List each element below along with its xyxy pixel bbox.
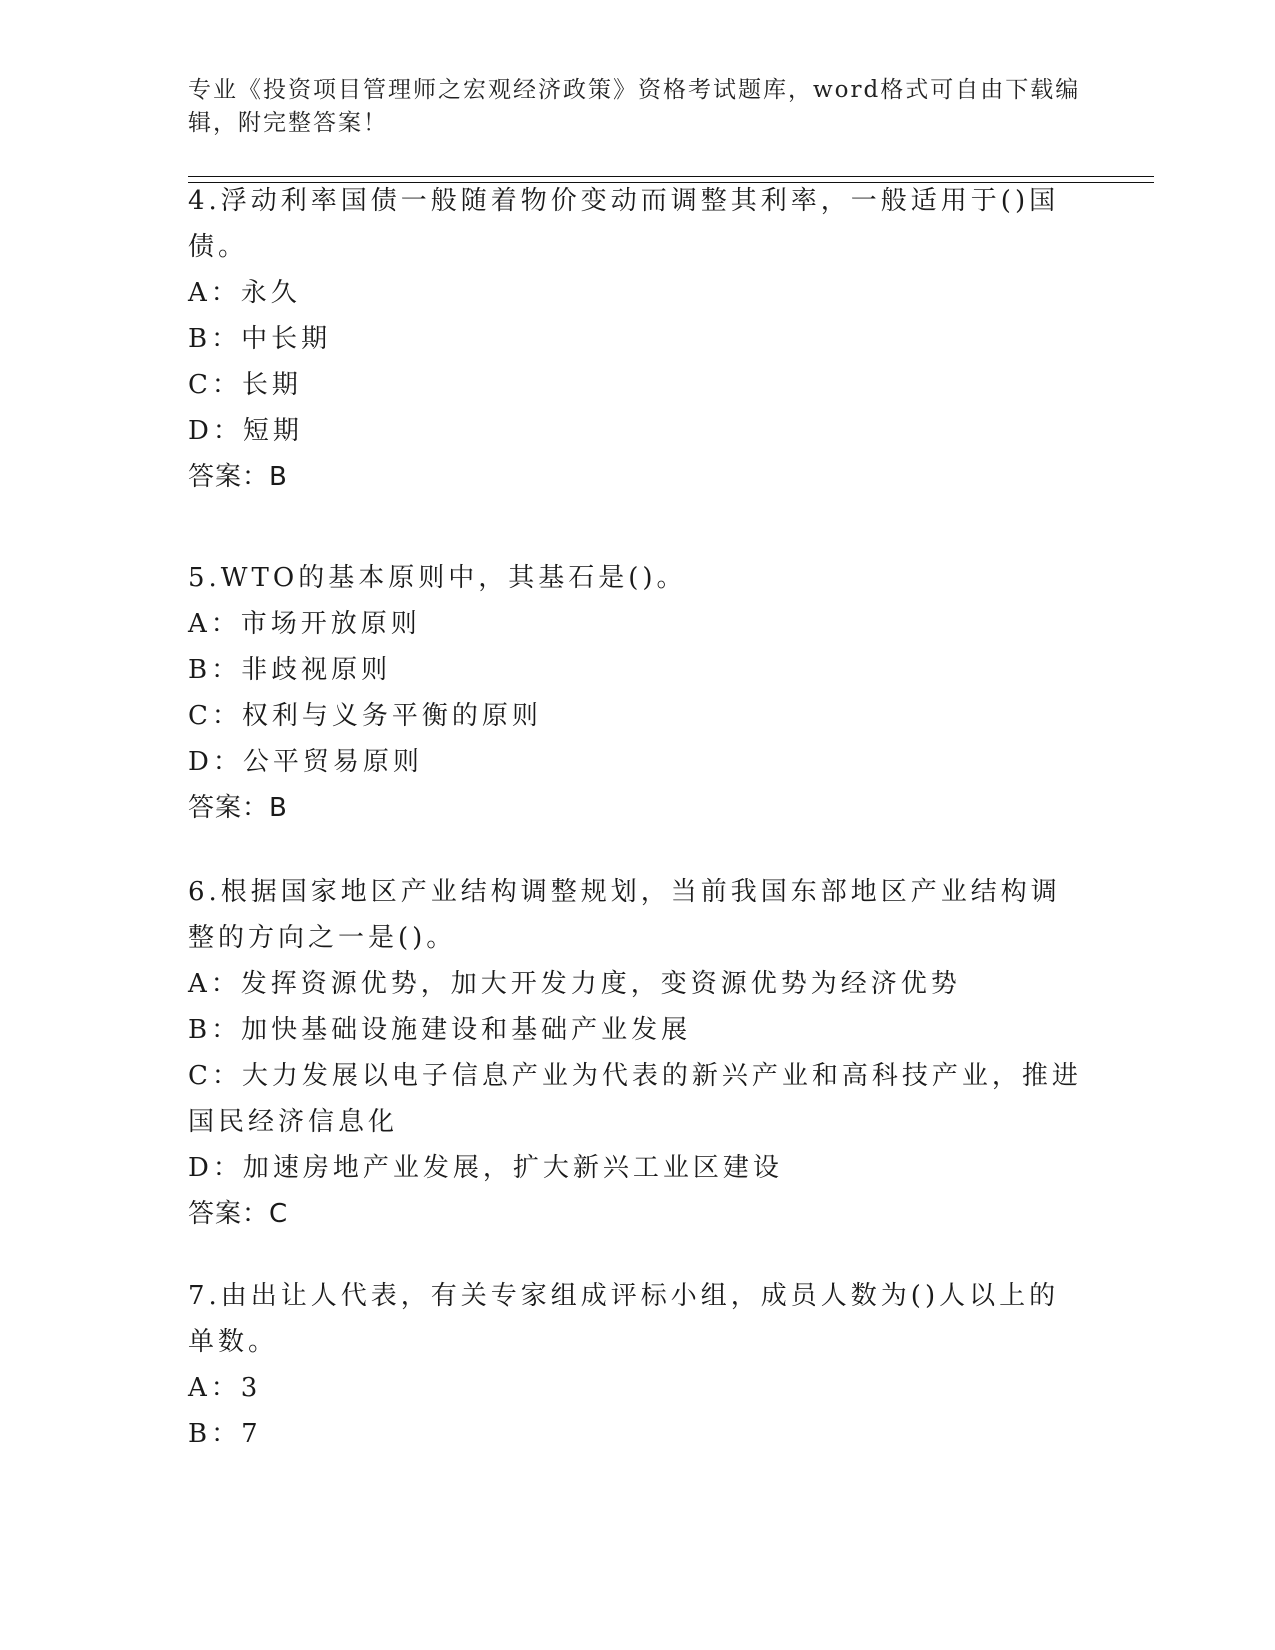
question-stem: 4.浮动利率国债一般随着物价变动而调整其利率，一般适用于()国债。 xyxy=(188,186,1060,262)
answer-label: 答案：B xyxy=(188,793,288,823)
option-b: B：7 xyxy=(188,1419,262,1449)
answer-label: 答案：C xyxy=(188,1199,289,1229)
question-6 xyxy=(188,869,1088,1237)
option-a: A：3 xyxy=(188,1373,262,1403)
option-c: C：权利与义务平衡的原则 xyxy=(188,701,542,731)
option-d: D：公平贸易原则 xyxy=(188,747,423,777)
question-stem: 5.WTO的基本原则中，其基石是()。 xyxy=(188,563,687,593)
answer-label: 答案：B xyxy=(188,462,288,492)
option-b: B：非歧视原则 xyxy=(188,655,392,685)
option-a: A：发挥资源优势，加大开发力度，变资源优势为经济优势 xyxy=(188,969,961,999)
option-d: D：短期 xyxy=(188,416,303,446)
option-c: C：长期 xyxy=(188,370,302,400)
option-a: A：永久 xyxy=(188,278,301,308)
option-b: B：中长期 xyxy=(188,324,332,354)
question-7 xyxy=(188,1273,1088,1457)
question-stem: 6.根据国家地区产业结构调整规划，当前我国东部地区产业结构调整的方向之一是()。 xyxy=(188,877,1061,953)
question-4 xyxy=(188,178,1088,500)
question-5 xyxy=(188,555,1088,831)
question-stem: 7.由出让人代表，有关专家组成评标小组，成员人数为()人以上的单数。 xyxy=(188,1281,1060,1357)
option-c: C：大力发展以电子信息产业为代表的新兴产业和高科技产业，推进国民经济信息化 xyxy=(188,1061,1082,1137)
header-divider-thick xyxy=(188,176,1154,177)
document-header: 专业《投资项目管理师之宏观经济政策》资格考试题库，word格式可自由下载编辑，附完整答案！ xyxy=(188,77,1081,136)
option-a: A：市场开放原则 xyxy=(188,609,421,639)
option-b: B：加快基础设施建设和基础产业发展 xyxy=(188,1015,692,1045)
option-d: D：加速房地产业发展，扩大新兴工业区建设 xyxy=(188,1153,783,1183)
